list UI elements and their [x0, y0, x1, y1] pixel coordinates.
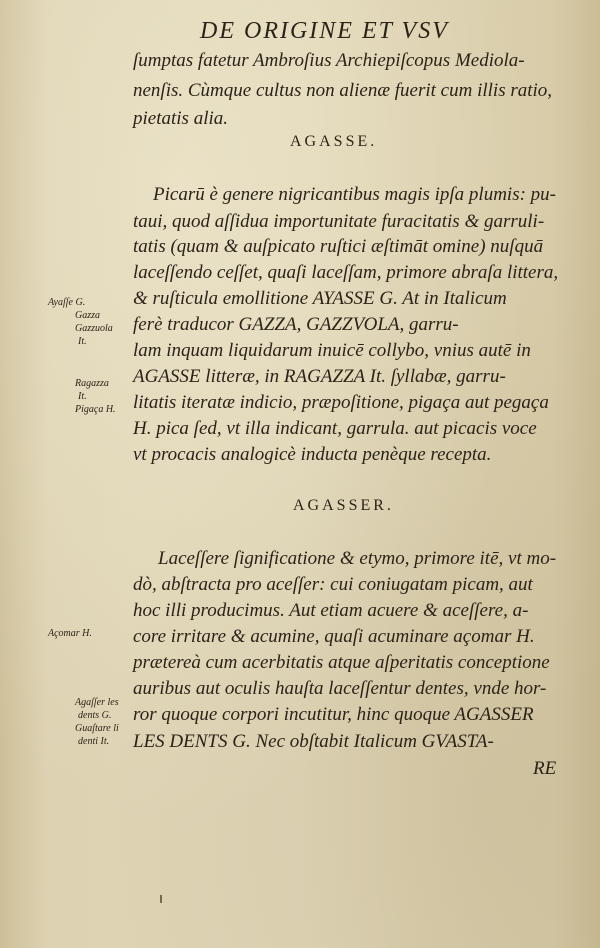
margin-note: dents G. [78, 710, 112, 721]
margin-note: Açomar H. [48, 628, 92, 639]
text-line: vt procacis analogicè inducta penèque recepta. [133, 444, 492, 465]
text-line: Picarū è genere nigricantibus magis ipſa plumis: pu- [153, 184, 556, 205]
margin-note: Ragazza [75, 378, 109, 389]
text-line: pietatis alia. [133, 108, 228, 129]
text-line: taui, quod aſſidua importunitate furacitatis & garruli- [133, 211, 545, 232]
text-line: hoc illi producimus. Aut etiam acuere & aceſſere, a- [133, 600, 529, 621]
text-line: litatis iteratæ indicio, præpoſitione, pigaça aut pegaça [133, 392, 549, 413]
ink-mark [160, 895, 162, 903]
margin-note: Guaſtare li [75, 723, 119, 734]
text-line: RE [533, 758, 557, 779]
text-line: laceſſendo ceſſet, quaſi laceſſam, primore abraſa littera, [133, 262, 559, 283]
text-line: nenſis. Cùmque cultus non alienæ fuerit cum illis ratio, [133, 80, 553, 101]
margin-note: Gazza [75, 310, 101, 321]
margin-note: Ayaſſe G. [48, 297, 86, 308]
running-header: DE ORIGINE ET VSV [200, 18, 449, 44]
margin-note: Gazzuola [75, 323, 113, 334]
text-line: Laceſſere ſignificatione & etymo, primore itē, vt mo- [158, 548, 557, 569]
text-line: auribus aut oculis hauſta laceſſentur dentes, vnde hor- [133, 678, 547, 699]
text-line: prætereà cum acerbitatis atque aſperitatis conceptione [133, 652, 550, 673]
text-line: dò, abſtracta pro aceſſer: cui coniugatam picam, aut [133, 574, 533, 595]
text-line: H. pica ſed, vt illa indicant, garrula. aut picacis voce [133, 418, 537, 439]
text-line: tatis (quam & auſpicato ruſtici æſtimāt omine) nuſquā [133, 236, 544, 257]
text-line: core irritare & acumine, quaſi acuminare açomar H. [133, 626, 535, 647]
margin-note: It. [78, 391, 87, 402]
text-line: ror quoque corpori incutitur, hinc quoque AGASSER [133, 704, 534, 725]
text-line: AGASSE litteræ, in RAGAZZA It. ſyllabæ, garru- [133, 366, 506, 387]
text-line: & ruſticula emollitione AYASSE G. At in Italicum [133, 288, 507, 309]
text-line: lam inquam liquidarum inuicē collybo, vnius autē in [133, 340, 531, 361]
section-heading-agasse: AGASSE. [290, 133, 378, 150]
margin-note: Agaſſer les [75, 697, 119, 708]
text-line: ferè traducor GAZZA, GAZZVOLA, garru- [133, 314, 459, 335]
margin-note: Pigaça H. [75, 404, 116, 415]
text-line: LES DENTS G. Nec obſtabit Italicum GVASTA- [133, 731, 494, 752]
section-heading-agasser: AGASSER. [293, 497, 394, 514]
margin-note: denti It. [78, 736, 110, 747]
text-line: ſumptas fatetur Ambroſius Archiepiſcopus Mediola- [133, 50, 525, 71]
margin-note: It. [78, 336, 87, 347]
